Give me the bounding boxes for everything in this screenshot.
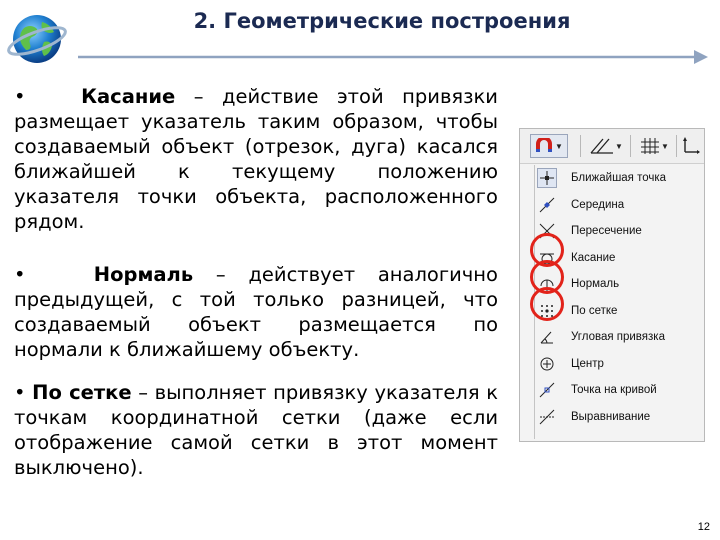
- term-grid: По сетке: [32, 381, 132, 404]
- term-tangent: Касание: [81, 85, 176, 108]
- magnet-icon: [535, 138, 553, 154]
- menu-item-label: Точка на кривой: [571, 384, 657, 397]
- menu-item-alignment[interactable]: [520, 404, 704, 431]
- menu-item-angle-snap[interactable]: [520, 324, 704, 351]
- paragraph-text: – выполняет привязку указателя к точкам координатной сетки (даже если отображение самой сетки в этот момент выключено).: [14, 381, 498, 479]
- term-normal: Нормаль: [93, 263, 194, 286]
- angle-snap-icon: [537, 327, 557, 347]
- toolbar-separator: [580, 135, 581, 157]
- bullet: •: [14, 263, 94, 286]
- midpoint-icon: [537, 195, 557, 215]
- grid-button[interactable]: [634, 134, 674, 158]
- menu-item-label: По сетке: [571, 304, 618, 317]
- bullet: •: [14, 85, 82, 108]
- page-number: 12: [697, 521, 710, 533]
- page-title: 2. Геометрические построения: [193, 9, 571, 33]
- paragraph-text: – действие этой привязки размещает указатель таким образом, чтобы создаваемый объект (отрезок, дуга) касался ближайшей к текущему положению указателя точки объекта, расположенного рядом.: [14, 85, 498, 233]
- menu-item-label: Центр: [571, 357, 604, 370]
- menu-item-label: Касание: [571, 251, 616, 264]
- chevron-down-icon: ▼: [555, 141, 563, 151]
- menu-item-label: Пересечение: [571, 225, 642, 238]
- parallel-lines-icon: [589, 137, 615, 155]
- toolbar-separator: [630, 135, 631, 157]
- paragraph-grid: [14, 380, 498, 480]
- snap-toolbar: [520, 129, 704, 164]
- chevron-down-icon: ▼: [661, 141, 669, 151]
- menu-item-label: Угловая привязка: [571, 331, 665, 344]
- paragraph-normal: [14, 262, 498, 362]
- menu-item-center[interactable]: [520, 351, 704, 378]
- menu-item-point-on-curve[interactable]: [520, 377, 704, 404]
- ortho-button[interactable]: [586, 134, 626, 158]
- grid-icon: [639, 137, 661, 155]
- title-underline-arrow: [78, 48, 710, 66]
- toolbar-separator: [676, 135, 677, 157]
- center-icon: [537, 354, 557, 374]
- nearest-point-icon: [537, 168, 557, 188]
- menu-item-label: Середина: [571, 198, 625, 211]
- menu-item-label: Выравнивание: [571, 410, 651, 423]
- menu-item-midpoint[interactable]: [520, 192, 704, 219]
- bullet: •: [14, 381, 33, 404]
- menu-item-label: Ближайшая точка: [571, 172, 667, 185]
- point-on-curve-icon: [537, 380, 557, 400]
- paragraph-tangent: [14, 84, 498, 234]
- coordinate-axes-icon: [681, 136, 701, 156]
- chevron-down-icon: ▼: [615, 141, 623, 151]
- coords-button[interactable]: [680, 134, 702, 158]
- paragraph-text: – действует аналогично предыдущей, с той только разницей, что создаваемый объект размещается по нормали к ближайшему объекту.: [14, 263, 498, 361]
- highlight-circle-grid: [530, 287, 564, 321]
- snap-dropdown-button[interactable]: [530, 134, 568, 158]
- menu-item-label: Нормаль: [571, 278, 620, 291]
- menu-item-nearest-point[interactable]: [520, 165, 704, 192]
- alignment-icon: [537, 407, 557, 427]
